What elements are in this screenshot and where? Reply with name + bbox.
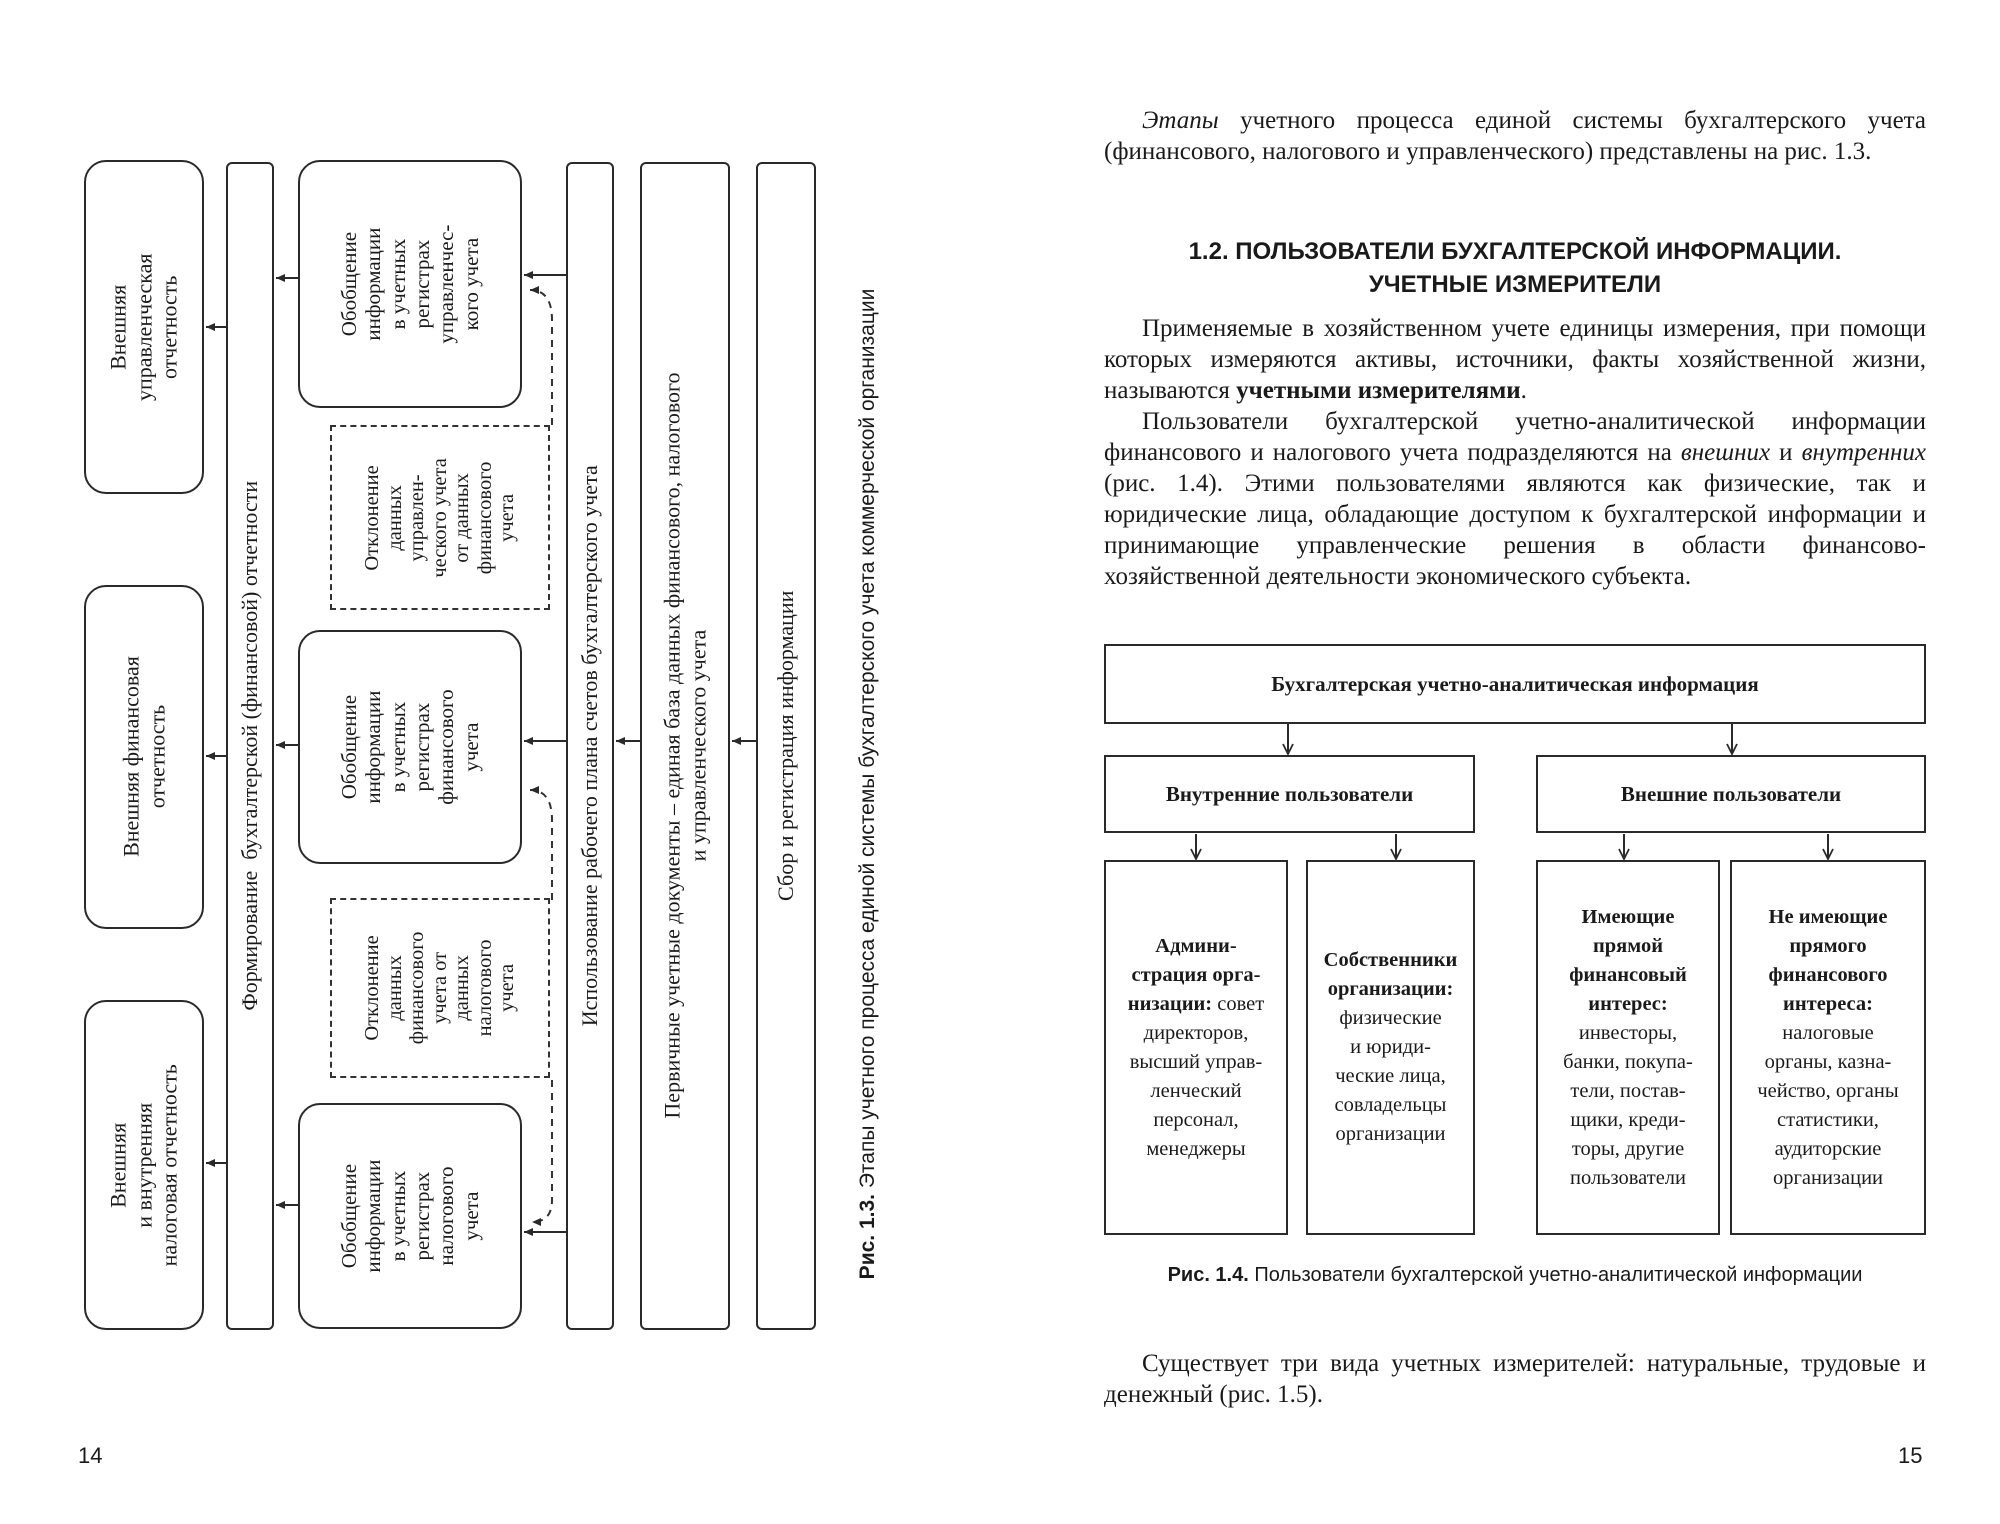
primary-documents-text: Первичные учетные документы – единая база данных финансового, налогового и управленческого учета — [659, 372, 710, 1120]
report-financial-text: Внешняя финансовая отчетность — [118, 656, 169, 858]
figure-1-4-caption: Рис. 1.4. Пользователи бухгалтерской учетно-аналитической информации — [1167, 1264, 1863, 1286]
diagram-top-box: Бухгалтерская учетно-аналитическая информация — [1104, 644, 1926, 724]
users-cell-direct-interest: Имеющие прямой финансовый интерес: инвесторы, банки, покупа- тели, постав- щики, креди- торы, другие пользователи — [1536, 860, 1720, 1235]
users-cell-no-direct-interest: Не имеющие прямого финансового интереса: налоговые органы, казна- чейство, органы статистики, аудиторские организации — [1730, 860, 1926, 1235]
page-number-left: 14 — [78, 1443, 103, 1468]
deviation-management-text: Отклонение данных управлен- ческого учета от данных финансового учета — [361, 457, 519, 578]
report-tax-text: Внешняя и внутренняя налоговая отчетность — [105, 1063, 182, 1267]
summary-tax-text: Обобщение информации в учетных регистрах налогового учета — [336, 1159, 483, 1273]
deviation-tax-text: Отклонение данных финансового учета от данных налогового учета — [361, 931, 519, 1045]
left-diagram-connectors — [0, 0, 1000, 1400]
formation-bar-text: Формирование бухгалтерской (финансовой) отчетности — [237, 481, 263, 1011]
summary-management-text: Обобщение информации в учетных регистрах управленчес- кого учета — [336, 224, 483, 344]
paragraph-measures: Применяемые в хозяйственном учете единицы измерения, при помощи которых измеряются активы, источники, факты хозяйственной жизни, называются учетными измерителями. — [1104, 315, 1926, 404]
paragraph-measure-types: Существует три вида учетных измерителей: натуральные, трудовые и денежный (рис. 1.5). — [1104, 1350, 1926, 1408]
users-cell-owners: Собственники организации: физические и юриди- ческие лица, совладельцы организации — [1306, 860, 1475, 1235]
report-management-text: Внешняя управленческая отчетность — [105, 253, 182, 401]
summary-financial-text: Обобщение информации в учетных регистрах финансового учета — [336, 689, 483, 805]
external-users-box: Внешние пользователи — [1536, 755, 1926, 833]
users-cell-administration: Админи- страция орга- низации: совет директоров, высший управ- ленческий персонал, менеджеры — [1104, 860, 1288, 1235]
right-diagram-connectors — [1100, 720, 1940, 870]
internal-users-box: Внутренние пользователи — [1104, 755, 1475, 833]
intro-paragraph: Этапы учетного процесса единой системы бухгалтерского учета (финансового, налогового и управленческого) представлены на рис. 1.3. — [1104, 107, 1926, 165]
paragraph-users: Пользователи бухгалтерской учетно-аналитической информации финансового и налогового учета подразделяются на внешних и внутренних (рис. 1.4). Этими пользователями являются как физические, так и юридические лица, обладающие доступом к бухгалтерской информации и принимающие управленческие решения в области финансово-хозяйственной деятельности экономического субъекта. — [1104, 408, 1926, 590]
collection-text: Сбор и регистрация информации — [773, 590, 799, 902]
chart-of-accounts-text: Использование рабочего плана счетов бухгалтерского учета — [577, 465, 603, 1027]
section-heading: 1.2. ПОЛЬЗОВАТЕЛИ БУХГАЛТЕРСКОЙ ИНФОРМАЦИИ. УЧЕТНЫЕ ИЗМЕРИТЕЛИ — [1188, 238, 1842, 298]
page-number-right: 15 — [1898, 1443, 1923, 1468]
figure-1-3-caption: Рис. 1.3. Этапы учетного процесса единой системы бухгалтерского учета коммерческой организации — [856, 288, 879, 1280]
